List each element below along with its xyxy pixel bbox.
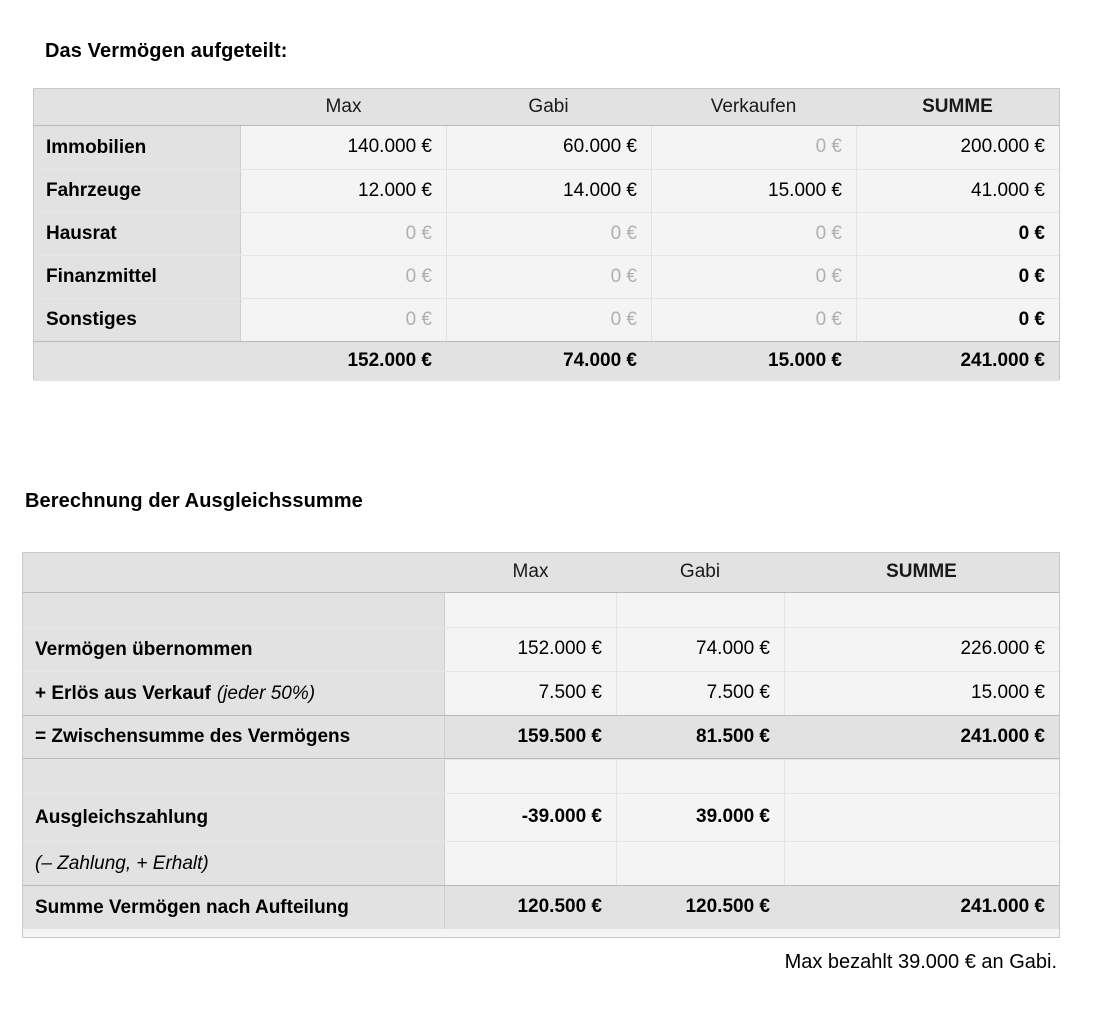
balance-cell-summe: 241.000 € xyxy=(784,716,1059,758)
assets-total-max: 152.000 € xyxy=(347,350,432,372)
balance-note-row xyxy=(23,841,1059,885)
assets-cell-verkaufen: 0 € xyxy=(651,256,856,298)
table-row xyxy=(34,255,1059,298)
balance-spacer-gabi xyxy=(616,593,784,627)
balance-row-label: Vermögen übernommen xyxy=(23,628,445,671)
assets-cell-verkaufen: 0 € xyxy=(651,213,856,255)
assets-table-header-row xyxy=(34,89,1059,126)
balance-cell-summe: 241.000 € xyxy=(784,886,1059,929)
balance-spacer-gabi xyxy=(616,760,784,793)
assets-table xyxy=(33,88,1060,380)
assets-cell-gabi: 14.000 € xyxy=(446,170,651,212)
balance-row-label-erloes xyxy=(23,672,445,715)
balance-cell-gabi: 120.500 € xyxy=(616,886,784,929)
balance-cell-summe xyxy=(784,794,1059,841)
table-row xyxy=(23,627,1059,671)
assets-cell-summe: 41.000 € xyxy=(856,170,1059,212)
balance-cell-gabi: 39.000 € xyxy=(616,794,784,841)
balance-cell-gabi: 74.000 € xyxy=(616,628,784,671)
balance-header-max: Max xyxy=(512,561,549,583)
balance-spacer-max xyxy=(445,760,616,793)
balance-spacer-label xyxy=(23,760,445,793)
table-row xyxy=(34,212,1059,255)
balance-note-gabi xyxy=(616,842,784,885)
balance-cell-gabi: 81.500 € xyxy=(616,716,784,758)
balance-spacer-summe xyxy=(784,760,1059,793)
balance-note-max xyxy=(445,842,616,885)
assets-cell-max: 12.000 € xyxy=(358,179,432,201)
balance-note-summe xyxy=(784,842,1059,885)
balance-row-label: = Zwischensumme des Vermögens xyxy=(23,716,445,758)
balance-cell-max: 7.500 € xyxy=(538,682,602,704)
balance-spacer-row-mid xyxy=(23,759,1059,793)
assets-row-label: Sonstiges xyxy=(34,299,241,341)
table-row xyxy=(23,793,1059,841)
balance-subtotal-row xyxy=(23,715,1059,759)
balance-cell-gabi: 7.500 € xyxy=(616,672,784,715)
assets-cell-max: 0 € xyxy=(405,308,432,330)
balance-cell-summe: 15.000 € xyxy=(784,672,1059,715)
balance-header-gabi: Gabi xyxy=(679,561,721,583)
assets-section-title: Das Vermögen aufgeteilt: xyxy=(45,40,288,62)
balance-cell-max: -39.000 € xyxy=(521,806,602,828)
assets-totals-row xyxy=(34,341,1059,381)
assets-header-gabi: Gabi xyxy=(528,95,569,117)
balance-spacer-max xyxy=(445,593,616,627)
assets-total-summe: 241.000 € xyxy=(960,350,1045,372)
table-row xyxy=(34,298,1059,341)
assets-cell-gabi: 0 € xyxy=(446,256,651,298)
table-row xyxy=(34,169,1059,212)
balance-spacer-summe xyxy=(784,593,1059,627)
assets-cell-max: 140.000 € xyxy=(347,136,432,158)
assets-cell-summe: 0 € xyxy=(856,213,1059,255)
balance-cell-max: 159.500 € xyxy=(445,716,616,758)
assets-row-label: Finanzmittel xyxy=(34,256,241,298)
assets-cell-verkaufen: 0 € xyxy=(651,299,856,341)
assets-total-verkaufen: 15.000 € xyxy=(768,350,842,372)
assets-row-label: Hausrat xyxy=(34,213,241,255)
balance-cell-max: 120.500 € xyxy=(445,886,616,929)
table-row xyxy=(34,126,1059,169)
balance-cell-summe: 226.000 € xyxy=(784,628,1059,671)
balance-row-label: Summe Vermögen nach Aufteilung xyxy=(23,886,445,929)
assets-cell-gabi: 60.000 € xyxy=(446,126,651,169)
balance-table xyxy=(22,552,1060,938)
balance-spacer-label xyxy=(23,593,445,627)
assets-cell-gabi: 0 € xyxy=(446,213,651,255)
assets-cell-summe: 0 € xyxy=(856,256,1059,298)
assets-header-blank xyxy=(34,89,241,125)
assets-cell-verkaufen: 15.000 € xyxy=(651,170,856,212)
assets-cell-summe: 0 € xyxy=(856,299,1059,341)
assets-total-gabi: 74.000 € xyxy=(563,350,637,372)
assets-cell-max: 0 € xyxy=(405,265,432,287)
balance-table-header-row xyxy=(23,553,1059,593)
balance-header-blank xyxy=(23,553,445,592)
assets-cell-summe: 200.000 € xyxy=(856,126,1059,169)
assets-header-summe: SUMME xyxy=(922,95,993,117)
assets-cell-max: 0 € xyxy=(405,222,432,244)
balance-section-title: Berechnung der Ausgleichssumme xyxy=(25,490,363,512)
assets-header-max: Max xyxy=(325,95,362,117)
balance-spacer-row-top xyxy=(23,593,1059,627)
assets-row-label: Immobilien xyxy=(34,126,241,169)
assets-row-label: Fahrzeuge xyxy=(34,170,241,212)
assets-header-verkaufen: Verkaufen xyxy=(710,95,797,117)
balance-row-label: Ausgleichszahlung xyxy=(23,794,445,841)
assets-cell-gabi: 0 € xyxy=(446,299,651,341)
assets-cell-verkaufen: 0 € xyxy=(651,126,856,169)
balance-row-label-erloes-main: + Erlös aus Verkauf xyxy=(35,682,211,704)
table-row xyxy=(23,671,1059,715)
balance-cell-max: 152.000 € xyxy=(517,638,602,660)
assets-total-label xyxy=(34,342,241,381)
balance-header-summe: SUMME xyxy=(886,561,957,583)
balance-row-label-note: (– Zahlung, + Erhalt) xyxy=(23,842,445,885)
settlement-summary-note: Max bezahlt 39.000 € an Gabi. xyxy=(784,951,1057,973)
balance-final-row xyxy=(23,885,1059,929)
balance-row-label-erloes-note: (jeder 50%) xyxy=(216,682,316,704)
